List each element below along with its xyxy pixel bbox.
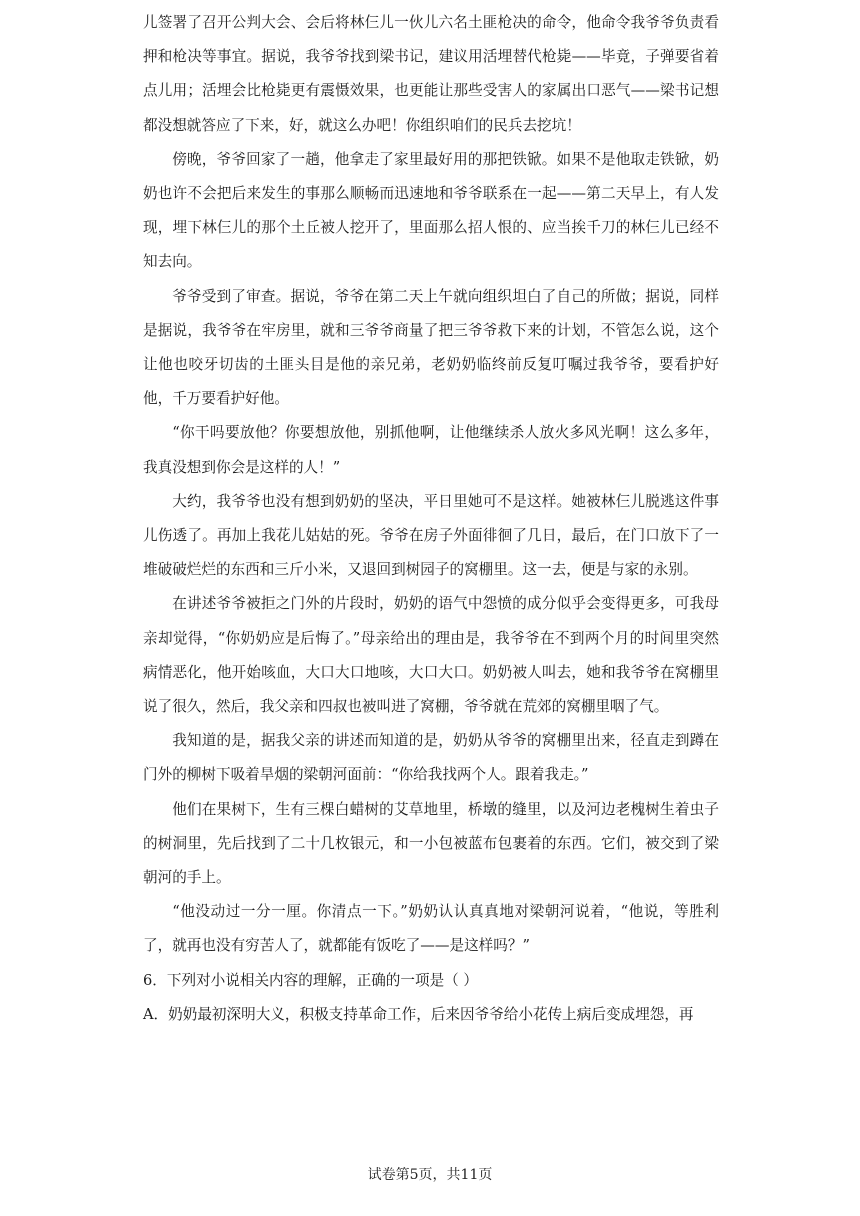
passage-paragraph-3: 爷爷受到了审查。据说，爷爷在第二天上午就向组织坦白了自己的所做；据说，同样是据说，我爷爷在牢房里，就和三爷爷商量了把三爷爷救下来的计划，不管怎么说，这个让他也咬牙切齿的土匪头目是他的亲兄弟，老奶奶临终前反复叮嘱过我爷爷，要看护好他，千万要看护好他。: [143, 287, 719, 408]
passage-paragraph-8: 他们在果树下，生有三棵白蜡树的艾草地里，桥墩的缝里，以及河边老槐树生着虫子的树洞里，先后找到了二十几枚银元，和一小包被蓝布包裹着的东西。它们，被交到了梁朝河的手上。: [143, 800, 719, 887]
passage-paragraph-6: 在讲述爷爷被拒之门外的片段时，奶奶的语气中怨愤的成分似乎会变得更多，可我母亲却觉得，“你奶奶应是后悔了。”母亲给出的理由是，我爷爷在不到两个月的时间里突然病情恶化，他开始咳血，大口大口地咳，大口大口。奶奶被人叫去，她和我爷爷在窝棚里说了很久，然后，我父亲和四叔也被叫进了窝棚，爷爷就在荒郊的窝棚里咽了气。: [143, 595, 719, 716]
passage-paragraph-9: “他没动过一分一厘。你清点一下。”奶奶认认真真地对梁朝河说着，“他说，等胜利了，就再也没有穷苦人了，就都能有饭吃了——是这样吗？”: [143, 903, 719, 955]
reading-passage: [143, 6, 719, 1032]
passage-paragraph-5: 大约，我爷爷也没有想到奶奶的坚决，平日里她可不是这样。她被林仨儿脱逃这件事儿伤透了。再加上我花儿姑姑的死。爷爷在房子外面徘徊了几日，最后，在门口放下了一堆破破烂烂的东西和三斤小米，又退回到树园子的窝棚里。这一去，便是与家的永别。: [143, 492, 719, 579]
passage-paragraph-4: “你干吗要放他？你要想放他，别抓他啊，让他继续杀人放火多风光啊！这么多年，我真没想到你会是这样的人！”: [143, 424, 719, 476]
passage-paragraph-1: 儿签署了召开公判大会、会后将林仨儿一伙儿六名土匪枪决的命令，他命令我爷爷负责看押和枪决等事宜。据说，我爷爷找到梁书记，建议用活埋替代枪毙——毕竟，子弹要省着点儿用；活埋会比枪毙更有震慑效果，也更能让那些受害人的家属出口恶气——梁书记想都没想就答应了下来，好，就这么办吧！你组织咱们的民兵去挖坑！: [143, 14, 719, 134]
passage-paragraph-7: 我知道的是，据我父亲的讲述而知道的是，奶奶从爷爷的窝棚里出来，径直走到蹲在门外的柳树下吸着旱烟的梁朝河面前：“你给我找两个人。跟着我走。”: [143, 732, 719, 784]
page-footer: 试卷第5页，共11页: [367, 1167, 493, 1183]
question-stem: 6．下列对小说相关内容的理解，正确的一项是（ ）: [143, 971, 478, 989]
passage-paragraph-2: 傍晚，爷爷回家了一趟，他拿走了家里最好用的那把铁锨。如果不是他取走铁锨，奶奶也许不会把后来发生的事那么顺畅而迅速地和爷爷联系在一起——第二天早上，有人发现，埋下林仨儿的那个土丘被人挖开了，里面那么招人恨的、应当挨千刀的林仨儿已经不知去向。: [143, 150, 719, 271]
question-option-a: A．奶奶最初深明大义，积极支持革命工作，后来因爷爷给小花传上病后变成埋怨，再: [143, 1005, 694, 1023]
